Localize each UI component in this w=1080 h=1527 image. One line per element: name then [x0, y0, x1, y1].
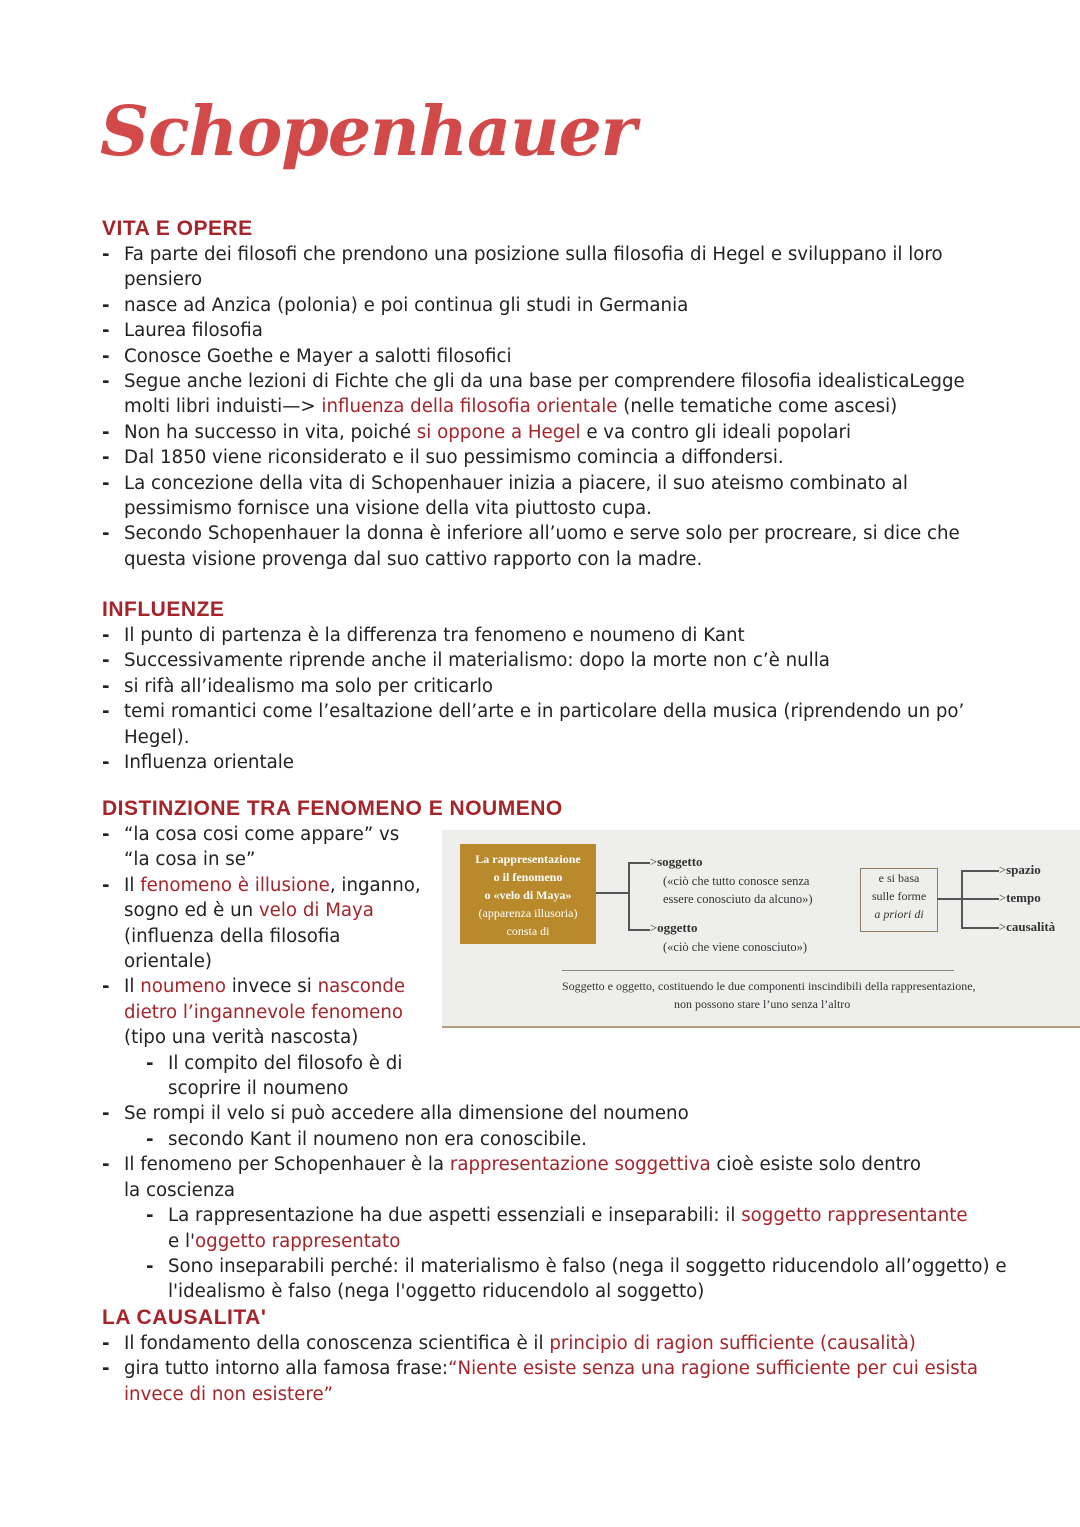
soggetto-label: >soggetto: [650, 854, 703, 869]
heading-influenze: INFLUENZE: [102, 598, 225, 621]
list-causalita: [102, 1331, 1002, 1407]
oggetto-desc: («ciò che viene conosciuto»): [663, 940, 808, 954]
list-subitem: - Sono inseparabili perché: il materialismo è falso (nega il soggetto riducendolo all’oggetto) e l'idealismo è falso (nega l'oggetto riducendolo al soggetto): [102, 1254, 1038, 1305]
list-vita-opere: [102, 242, 1002, 572]
list-subitem: - secondo Kant il noumeno non era conoscibile.: [102, 1127, 1002, 1152]
list-item: - temi romantici come l’esaltazione dell’arte e in particolare della musica (riprendendo un po’ Hegel).: [102, 699, 1002, 750]
page-title: Schopenhauer: [100, 92, 636, 172]
list-influenze: [102, 623, 1002, 775]
list-item: - La concezione della vita di Schopenhauer inizia a piacere, il suo ateismo combinato al pessimismo fornisce una visione della vita piuttosto cupa.: [102, 471, 1002, 522]
list-item: - Il fondamento della conoscenza scientifica è il principio di ragion sufficiente (causalità): [102, 1331, 1002, 1356]
list-subitem: - Il compito del filosofo è di scoprire il noumeno: [102, 1051, 418, 1102]
section-influenze: [102, 597, 1002, 775]
list-item: - Fa parte dei filosofi che prendono una posizione sulla filosofia di Hegel e sviluppano il loro pensiero: [102, 242, 1002, 293]
list-item: - “la cosa cosi come appare” vs “la cosa in se”: [102, 822, 424, 873]
list-item: - si rifà all’idealismo ma solo per criticarlo: [102, 674, 1002, 699]
causalita-label: >causalità: [999, 919, 1056, 934]
list-item: - Influenza orientale: [102, 750, 1002, 775]
list-item: - Successivamente riprende anche il materialismo: dopo la morte non c’è nulla: [102, 648, 1002, 673]
section-vita-opere: [102, 216, 1002, 572]
diagram-caption-1: Soggetto e oggetto, costituendo le due componenti inscindibili della rappresentazione,: [562, 979, 976, 993]
spazio-label: >spazio: [999, 862, 1041, 877]
list-item: - Il fenomeno per Schopenhauer è la rappresentazione soggettiva cioè esiste solo dentro la coscienza: [102, 1152, 924, 1203]
diagram-caption-2: non possono stare l’uno senza l’altro: [674, 997, 851, 1011]
list-item: - Non ha successo in vita, poiché si oppone a Hegel e va contro gli ideali popolari: [102, 420, 1002, 445]
list-item: - Il punto di partenza è la differenza tra fenomeno e noumeno di Kant: [102, 623, 1002, 648]
list-item: - Se rompi il velo si può accedere alla dimensione del noumeno: [102, 1101, 1002, 1126]
list-item: - nasce ad Anzica (polonia) e poi continua gli studi in Germania: [102, 293, 1002, 318]
heading-causalita: LA CAUSALITA': [102, 1306, 267, 1329]
list-item: - Dal 1850 viene riconsiderato e il suo pessimismo comincia a diffondersi.: [102, 445, 1002, 470]
forme-box: e si basa sulle forme a priori di: [860, 868, 938, 932]
list-subitem: - La rappresentazione ha due aspetti essenziali e inseparabili: il soggetto rappresentante e l'oggetto rappresentato: [102, 1203, 968, 1254]
list-item: - Il noumeno invece si nasconde dietro l’ingannevole fenomeno (tipo una verità nascosta): [102, 974, 440, 1050]
list-item: - Segue anche lezioni di Fichte che gli da una base per comprendere filosofia idealisticaLegge molti libri induisti—> influenza della filosofia orientale (nelle tematiche come ascesi): [102, 369, 1002, 420]
tempo-label: >tempo: [999, 890, 1041, 905]
list-item: - Conosce Goethe e Mayer a salotti filosofici: [102, 344, 1002, 369]
heading-vita-opere: VITA E OPERE: [102, 217, 253, 240]
list-item: - Laurea filosofia: [102, 318, 1002, 343]
list-item: - Secondo Schopenhauer la donna è inferiore all’uomo e serve solo per procreare, si dice che questa visione provenga dal suo cattivo rapporto con la madre.: [102, 521, 1002, 572]
list-item: - Il fenomeno è illusione, inganno, sogno ed è un velo di Maya (influenza della filosofia orientale): [102, 873, 424, 975]
list-item: - gira tutto intorno alla famosa frase:“Niente esiste senza una ragione sufficiente per cui esista invece di non esistere”: [102, 1356, 984, 1407]
heading-distinzione: DISTINZIONE TRA FENOMENO E NOUMENO: [102, 797, 563, 820]
rappresentazione-box: La rappresentazione o il fenomeno o «velo di Maya» (apparenza illusoria) consta di: [460, 844, 596, 944]
oggetto-label: >oggetto: [650, 920, 698, 935]
section-causalita: [102, 1305, 1002, 1407]
rappresentazione-diagram: [442, 830, 1080, 1028]
soggetto-desc: («ciò che tutto conosce senza essere conosciuto da alcuno»): [663, 874, 813, 906]
